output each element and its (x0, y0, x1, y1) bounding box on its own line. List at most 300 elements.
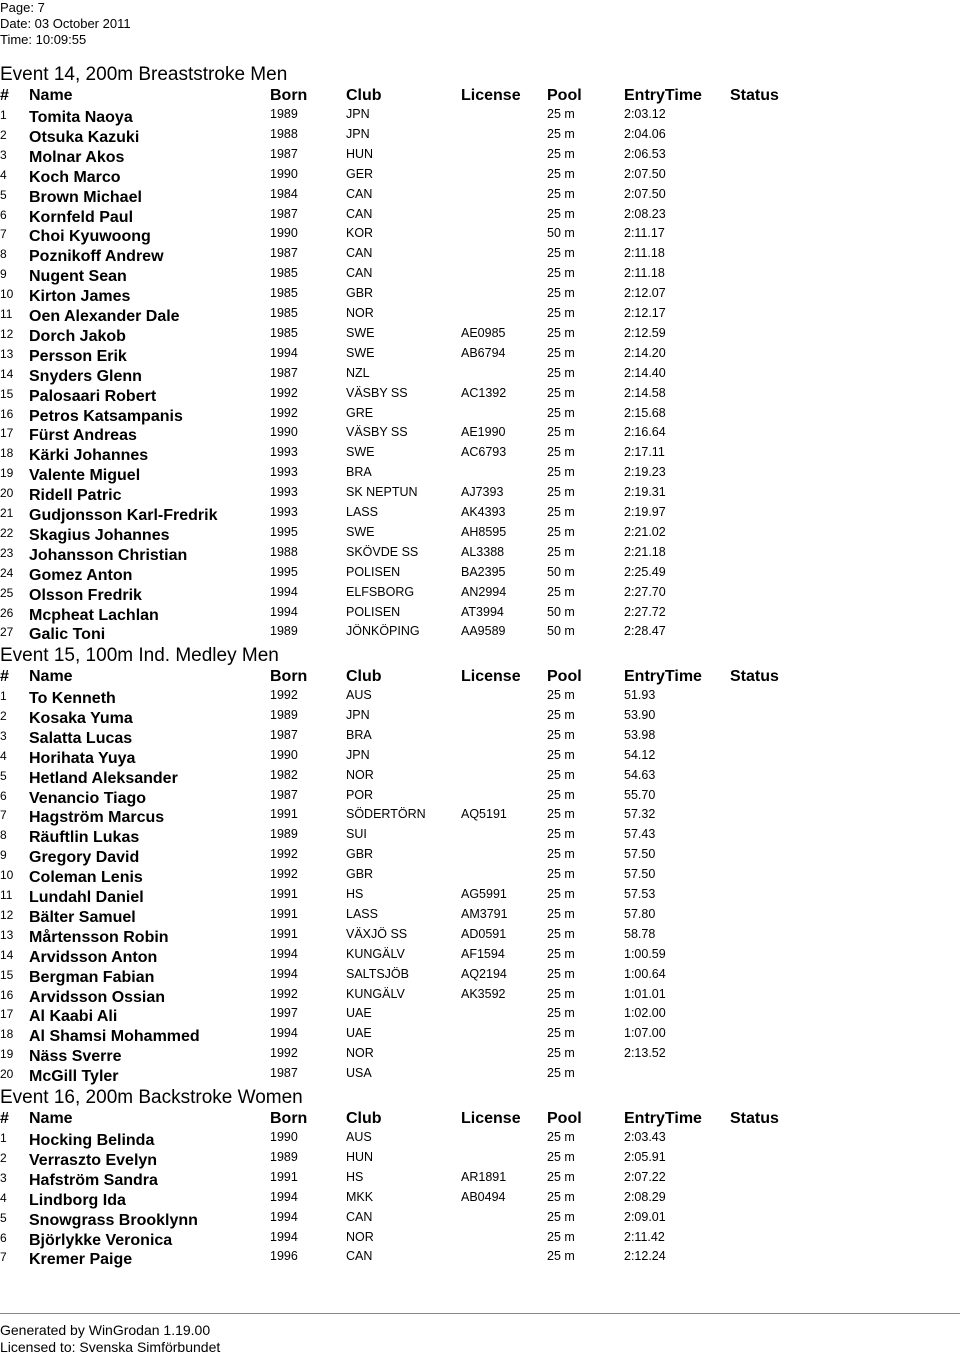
cell-num: 24 (0, 565, 14, 580)
cell-license: AT3994 (461, 604, 504, 619)
cell-club: GBR (346, 847, 374, 862)
cell-born: 1992 (270, 1046, 298, 1061)
cell-name: Molnar Akos (29, 148, 125, 166)
cell-num: 6 (0, 207, 7, 222)
cell-name: Bergman Fabian (29, 968, 155, 986)
cell-pool: 25 m (547, 727, 575, 742)
column-header-entry-time: EntryTime (624, 87, 702, 104)
cell-name: Gudjonsson Karl-Fredrik (29, 507, 218, 524)
cell-time: 57.53 (624, 887, 656, 901)
cell-name: Valente Miguel (29, 467, 141, 485)
cell-num: 7 (0, 1250, 7, 1265)
cell-license: AM3791 (461, 906, 508, 921)
cell-name: Brown Michael (29, 188, 142, 206)
cell-license: AG5991 (461, 887, 507, 901)
cell-born: 1984 (270, 186, 298, 201)
cell-born: 1994 (270, 1209, 298, 1224)
table-row (0, 544, 960, 564)
column-header-club: Club (346, 1110, 382, 1127)
column-header-num: # (0, 668, 9, 685)
cell-time: 2:14.20 (624, 345, 666, 360)
cell-club: SWE (346, 524, 375, 539)
column-header-status: Status (730, 1110, 779, 1127)
cell-name: Coleman Lenis (29, 869, 143, 887)
cell-born: 1994 (270, 345, 298, 360)
table-row (0, 206, 960, 226)
cell-born: 1985 (270, 325, 298, 340)
cell-born: 1987 (270, 246, 298, 261)
cell-name: Palosaari Robert (29, 387, 157, 405)
cell-name: Gregory David (29, 849, 140, 867)
cell-time: 2:03.43 (624, 1130, 666, 1144)
cell-name: Otsuka Kazuki (29, 128, 140, 146)
table-row (0, 285, 960, 305)
cell-pool: 25 m (547, 1026, 575, 1041)
cell-name: Verraszto Evelyn (29, 1151, 158, 1169)
cell-club: JPN (346, 126, 370, 141)
table-row (0, 444, 960, 464)
cell-time: 2:14.40 (624, 365, 666, 380)
cell-name: Oen Alexander Dale (29, 308, 180, 325)
cell-name: Snowgrass Brooklynn (29, 1211, 198, 1229)
cell-num: 11 (0, 888, 13, 902)
cell-num: 13 (0, 927, 14, 942)
cell-born: 1997 (270, 1006, 298, 1021)
cell-license: AC1392 (461, 385, 507, 400)
table-row (0, 325, 960, 345)
cell-num: 18 (0, 446, 14, 461)
cell-num: 3 (0, 728, 7, 743)
cell-time: 53.98 (624, 727, 656, 742)
cell-num: 13 (0, 346, 14, 361)
table-row (0, 1248, 960, 1268)
cell-time: 2:27.72 (624, 604, 666, 619)
table-row (0, 986, 960, 1006)
cell-name: Poznikoff Andrew (29, 248, 164, 266)
cell-license: AL3388 (461, 544, 505, 559)
table-row (0, 1229, 960, 1249)
cell-club: BRA (346, 465, 372, 480)
cell-time: 2:06.53 (624, 146, 666, 161)
cell-license: AE1990 (461, 425, 506, 440)
cell-club: KOR (346, 226, 374, 241)
cell-time: 1:01.01 (624, 986, 666, 1001)
cell-pool: 25 m (547, 365, 575, 380)
cell-club: GRE (346, 405, 374, 420)
cell-pool: 25 m (547, 126, 575, 141)
cell-time: 2:07.50 (624, 166, 666, 181)
table-row (0, 767, 960, 787)
page-header (0, 0, 131, 48)
cell-name: Salatta Lucas (29, 729, 133, 747)
cell-born: 1987 (270, 727, 298, 742)
cell-pool: 25 m (547, 707, 575, 722)
table-row (0, 524, 960, 544)
cell-name: Ridell Patric (29, 487, 122, 505)
cell-club: SWE (346, 345, 375, 360)
cell-name: Mårtensson Robin (29, 928, 169, 946)
page-number: Page: 7 (0, 0, 45, 15)
cell-club: SUI (346, 827, 367, 842)
table-row (0, 604, 960, 624)
cell-pool: 25 m (547, 1189, 575, 1204)
cell-name: Mcpheat Lachlan (29, 606, 159, 624)
cell-pool: 25 m (547, 1130, 575, 1144)
column-header-name: Name (29, 1110, 73, 1127)
table-row (0, 623, 960, 643)
cell-pool: 25 m (547, 266, 575, 281)
cell-pool: 25 m (547, 1149, 575, 1164)
cell-name: Al Shamsi Mohammed (29, 1028, 200, 1046)
cell-name: Kärki Johannes (29, 447, 149, 465)
column-header-club: Club (346, 87, 382, 104)
cell-club: HS (346, 1169, 364, 1184)
cell-born: 1990 (270, 166, 298, 181)
cell-time: 53.90 (624, 707, 656, 722)
licensed-to: Licensed to: Svenska Simförbundet (0, 1339, 221, 1355)
cell-time: 2:04.06 (624, 126, 666, 141)
cell-num: 15 (0, 967, 14, 982)
cell-num: 5 (0, 768, 7, 783)
cell-club: AUS (346, 688, 372, 702)
cell-time: 57.50 (624, 847, 656, 862)
cell-pool: 25 m (547, 1209, 575, 1224)
cell-pool: 25 m (547, 827, 575, 842)
cell-club: CAN (346, 266, 373, 281)
cell-born: 1991 (270, 906, 298, 921)
cell-pool: 25 m (547, 807, 575, 822)
cell-club: SALTSJÖB (346, 966, 409, 981)
print-time: Time: 10:09:55 (0, 32, 87, 47)
cell-num: 6 (0, 1230, 7, 1245)
cell-time: 55.70 (624, 787, 656, 802)
cell-pool: 25 m (547, 747, 575, 762)
cell-license: AB6794 (461, 345, 506, 360)
cell-num: 11 (0, 307, 13, 321)
cell-time: 2:19.31 (624, 485, 666, 500)
cell-club: CAN (346, 246, 373, 261)
table-row (0, 186, 960, 206)
table-row (0, 345, 960, 365)
cell-num: 3 (0, 1170, 7, 1185)
cell-num: 1 (0, 689, 7, 703)
cell-time: 2:12.17 (624, 306, 666, 320)
cell-pool: 25 m (547, 405, 575, 420)
table-row (0, 826, 960, 846)
cell-num: 8 (0, 247, 7, 262)
cell-time: 2:27.70 (624, 584, 666, 599)
cell-club: HUN (346, 146, 374, 161)
cell-club: JPN (346, 707, 370, 722)
cell-name: Venancio Tiago (29, 789, 147, 807)
cell-club: POLISEN (346, 564, 401, 579)
cell-born: 1987 (270, 206, 298, 221)
cell-club: SWE (346, 445, 375, 460)
cell-club: NOR (346, 306, 374, 320)
cell-club: GBR (346, 867, 374, 882)
cell-time: 2:03.12 (624, 107, 666, 121)
cell-time: 2:19.23 (624, 465, 666, 480)
cell-num: 4 (0, 1190, 7, 1205)
cell-time: 1:00.64 (624, 966, 666, 981)
column-header-row (0, 668, 960, 688)
cell-license: BA2395 (461, 564, 506, 579)
cell-name: Räuftlin Lukas (29, 829, 140, 847)
cell-name: Arvidsson Anton (29, 948, 158, 966)
cell-name: Kosaka Yuma (29, 709, 133, 727)
column-header-row (0, 1110, 960, 1130)
cell-club: SKÖVDE SS (346, 544, 419, 559)
table-row (0, 1045, 960, 1065)
cell-time: 1:07.00 (624, 1026, 666, 1041)
table-row (0, 1149, 960, 1169)
cell-born: 1993 (270, 465, 298, 480)
table-row (0, 504, 960, 524)
cell-pool: 25 m (547, 505, 575, 519)
column-header-pool: Pool (547, 87, 582, 104)
cell-born: 1994 (270, 966, 298, 981)
cell-license: AB0494 (461, 1189, 506, 1204)
cell-time: 2:21.02 (624, 524, 666, 539)
cell-time: 2:21.18 (624, 544, 666, 559)
cell-born: 1992 (270, 847, 298, 862)
column-header-pool: Pool (547, 668, 582, 685)
table-row (0, 707, 960, 727)
cell-pool: 50 m (547, 604, 575, 619)
cell-club: LASS (346, 505, 378, 519)
cell-pool: 25 m (547, 306, 575, 320)
cell-num: 15 (0, 386, 14, 401)
cell-time: 2:12.59 (624, 325, 666, 340)
cell-name: Petros Katsampanis (29, 407, 183, 425)
cell-time: 2:12.07 (624, 286, 666, 301)
cell-num: 20 (0, 1067, 14, 1082)
cell-pool: 25 m (547, 286, 575, 301)
cell-pool: 25 m (547, 767, 575, 782)
cell-time: 1:02.00 (624, 1006, 666, 1021)
cell-club: MKK (346, 1189, 374, 1204)
cell-club: CAN (346, 206, 373, 221)
cell-num: 19 (0, 1047, 14, 1062)
event-title: Event 15, 100m Ind. Medley Men (0, 645, 279, 666)
cell-time: 54.12 (624, 747, 656, 762)
cell-born: 1990 (270, 425, 298, 440)
cell-num: 17 (0, 426, 14, 441)
cell-num: 22 (0, 525, 14, 540)
cell-born: 1994 (270, 946, 298, 961)
cell-pool: 50 m (547, 564, 575, 579)
cell-pool: 25 m (547, 584, 575, 599)
cell-num: 9 (0, 848, 7, 863)
cell-club: POLISEN (346, 604, 401, 619)
cell-num: 21 (0, 506, 14, 520)
cell-pool: 25 m (547, 1169, 575, 1184)
cell-born: 1993 (270, 445, 298, 460)
cell-pool: 25 m (547, 485, 575, 500)
cell-club: GBR (346, 286, 374, 301)
cell-name: Lundahl Daniel (29, 889, 144, 906)
cell-pool: 25 m (547, 926, 575, 941)
cell-num: 14 (0, 366, 14, 381)
cell-num: 4 (0, 167, 7, 182)
cell-num: 2 (0, 127, 7, 142)
table-row (0, 926, 960, 946)
cell-pool: 25 m (547, 847, 575, 862)
cell-pool: 25 m (547, 325, 575, 340)
cell-name: Hagström Marcus (29, 809, 165, 827)
cell-name: Kremer Paige (29, 1251, 133, 1269)
cell-license: AC6793 (461, 445, 507, 460)
cell-pool: 25 m (547, 1046, 575, 1061)
cell-name: Al Kaabi Ali (29, 1008, 118, 1026)
generated-by: Generated by WinGrodan 1.19.00 (0, 1322, 211, 1338)
cell-time: 51.93 (624, 688, 656, 702)
cell-born: 1991 (270, 926, 298, 941)
cell-time: 2:25.49 (624, 564, 666, 579)
cell-name: Fürst Andreas (29, 427, 137, 445)
cell-time: 2:19.97 (624, 505, 666, 519)
column-header-born: Born (270, 87, 308, 104)
page-footer (0, 1322, 220, 1356)
cell-born: 1989 (270, 707, 298, 722)
table-row (0, 424, 960, 444)
cell-born: 1992 (270, 385, 298, 400)
column-header-entry-time: EntryTime (624, 668, 702, 685)
cell-num: 1 (0, 1131, 7, 1145)
table-row (0, 106, 960, 126)
table-row (0, 886, 960, 906)
cell-club: KUNGÄLV (346, 946, 405, 961)
cell-born: 1982 (270, 767, 298, 782)
cell-born: 1993 (270, 505, 298, 519)
cell-born: 1990 (270, 226, 298, 241)
cell-club: CAN (346, 1249, 373, 1264)
table-row (0, 966, 960, 986)
cell-born: 1991 (270, 1169, 298, 1184)
event-title: Event 14, 200m Breaststroke Men (0, 64, 288, 85)
cell-born: 1991 (270, 887, 298, 901)
cell-time: 2:11.42 (624, 1229, 665, 1244)
cell-born: 1991 (270, 807, 298, 822)
cell-born: 1994 (270, 1229, 298, 1244)
cell-club: NOR (346, 1229, 374, 1244)
cell-born: 1987 (270, 365, 298, 380)
table-row (0, 225, 960, 245)
cell-name: Lindborg Ida (29, 1191, 126, 1209)
cell-name: Galic Toni (29, 626, 106, 644)
cell-pool: 50 m (547, 226, 575, 241)
cell-name: Olsson Fredrik (29, 586, 142, 604)
table-row (0, 846, 960, 866)
cell-born: 1996 (270, 1249, 298, 1264)
cell-born: 1994 (270, 1189, 298, 1204)
cell-name: Hocking Belinda (29, 1132, 155, 1149)
table-row (0, 946, 960, 966)
cell-time: 2:07.22 (624, 1169, 666, 1184)
cell-time: 57.43 (624, 827, 656, 842)
table-row (0, 484, 960, 504)
cell-born: 1994 (270, 604, 298, 619)
cell-pool: 25 m (547, 906, 575, 921)
cell-pool: 25 m (547, 246, 575, 261)
cell-pool: 25 m (547, 1066, 575, 1081)
cell-name: Kirton James (29, 288, 131, 306)
cell-name: Persson Erik (29, 347, 127, 365)
table-row (0, 866, 960, 886)
cell-time: 57.80 (624, 906, 656, 921)
column-header-entry-time: EntryTime (624, 1110, 702, 1127)
cell-pool: 25 m (547, 544, 575, 559)
cell-license: AQ2194 (461, 966, 507, 981)
cell-club: GER (346, 166, 374, 181)
cell-club: NZL (346, 365, 370, 380)
cell-pool: 25 m (547, 107, 575, 121)
cell-name: Skagius Johannes (29, 526, 170, 544)
cell-born: 1987 (270, 787, 298, 802)
cell-name: Koch Marco (29, 168, 121, 186)
column-header-license: License (461, 668, 521, 685)
cell-pool: 25 m (547, 1249, 575, 1264)
cell-time: 2:15.68 (624, 405, 666, 420)
cell-name: Kornfeld Paul (29, 208, 134, 226)
cell-name: To Kenneth (29, 690, 116, 707)
cell-name: Dorch Jakob (29, 327, 126, 345)
table-row (0, 146, 960, 166)
cell-pool: 25 m (547, 688, 575, 702)
cell-born: 1994 (270, 1026, 298, 1041)
cell-club: HUN (346, 1149, 374, 1164)
cell-num: 23 (0, 545, 14, 560)
table-row (0, 464, 960, 484)
cell-name: McGill Tyler (29, 1068, 119, 1086)
column-header-club: Club (346, 668, 382, 685)
cell-pool: 25 m (547, 966, 575, 981)
table-row (0, 787, 960, 807)
cell-born: 1989 (270, 827, 298, 842)
cell-time: 58.78 (624, 926, 656, 941)
cell-club: AUS (346, 1130, 372, 1144)
cell-num: 8 (0, 828, 7, 843)
cell-born: 1985 (270, 306, 298, 320)
cell-pool: 25 m (547, 206, 575, 221)
cell-name: Johansson Christian (29, 546, 188, 564)
table-row (0, 806, 960, 826)
cell-born: 1992 (270, 405, 298, 420)
column-header-born: Born (270, 668, 308, 685)
cell-born: 1990 (270, 747, 298, 762)
cell-name: Snyders Glenn (29, 367, 142, 385)
table-row (0, 265, 960, 285)
cell-club: SK NEPTUN (346, 485, 418, 500)
cell-club: VÄSBY SS (346, 385, 408, 400)
cell-license: AK4393 (461, 505, 506, 519)
cell-license: AF1594 (461, 946, 505, 961)
table-row (0, 1169, 960, 1189)
cell-club: UAE (346, 1026, 372, 1041)
table-row (0, 385, 960, 405)
table-row (0, 126, 960, 146)
cell-club: CAN (346, 186, 373, 201)
cell-born: 1988 (270, 126, 298, 141)
cell-time: 2:07.50 (624, 186, 666, 201)
cell-num: 7 (0, 227, 7, 242)
cell-pool: 25 m (547, 524, 575, 539)
table-row (0, 1025, 960, 1045)
table-row (0, 1189, 960, 1209)
cell-pool: 25 m (547, 186, 575, 201)
column-header-name: Name (29, 87, 73, 104)
table-row (0, 584, 960, 604)
